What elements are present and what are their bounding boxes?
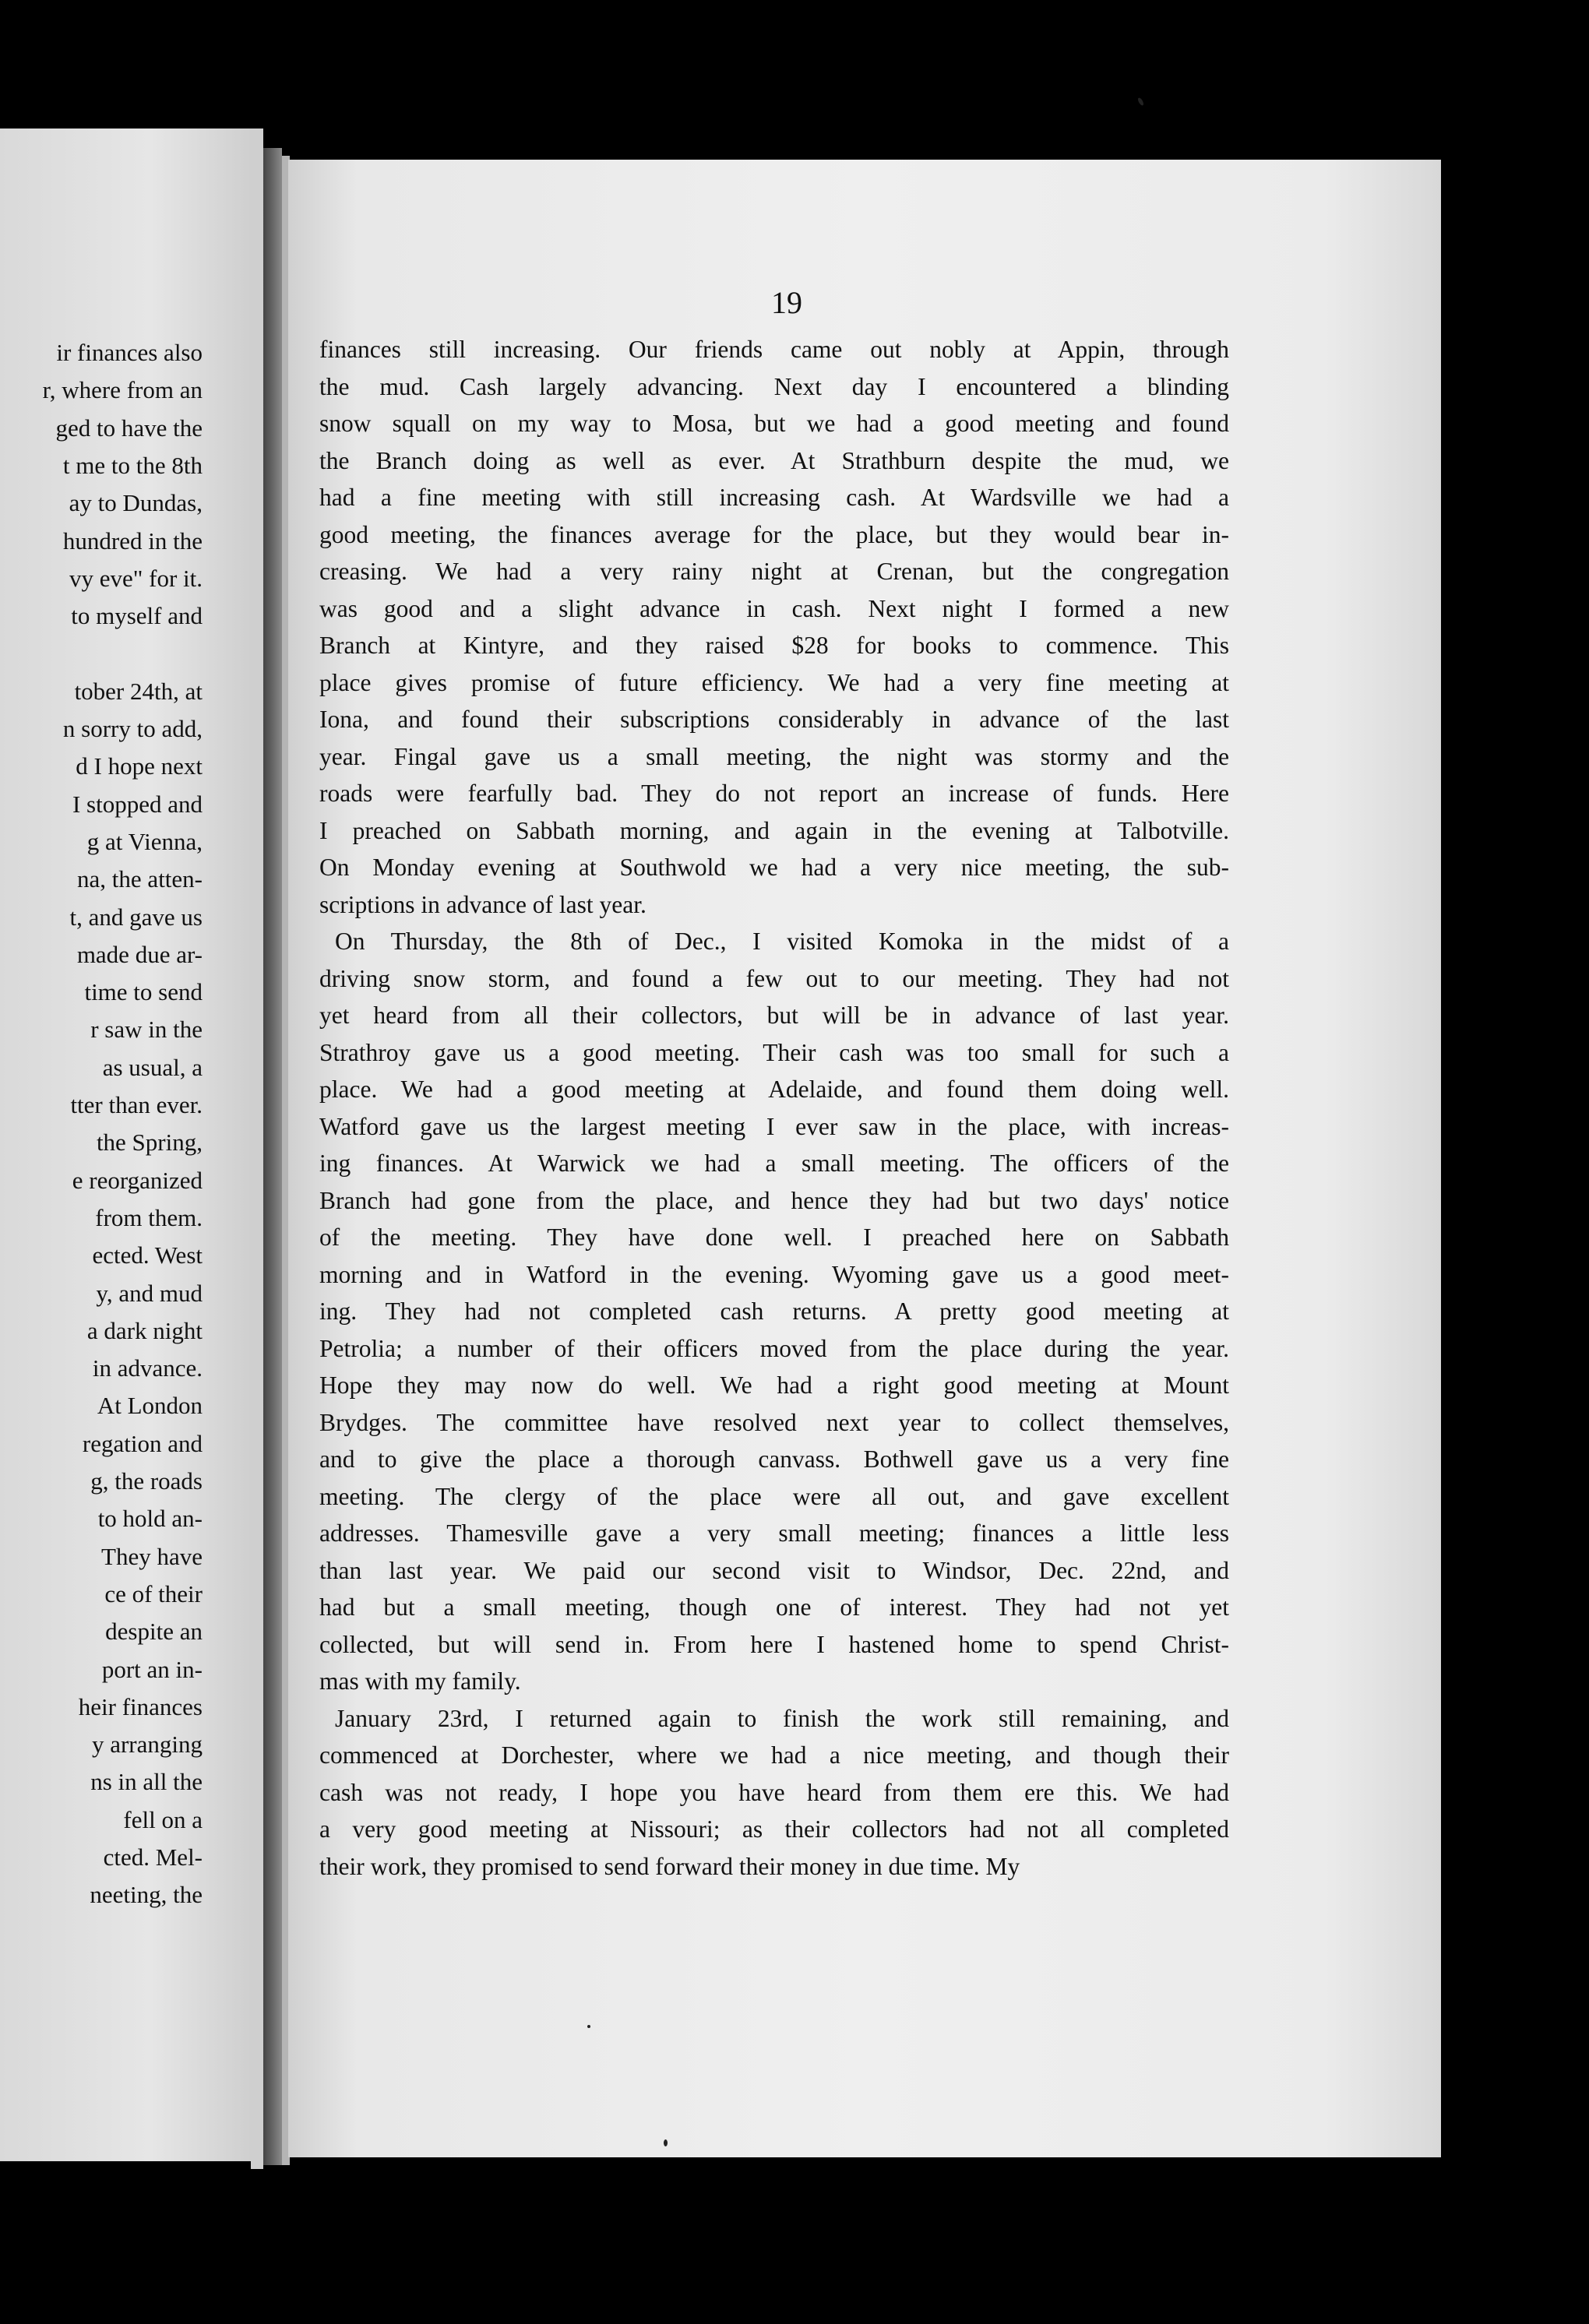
left-page-line: t, and gave us <box>69 903 203 931</box>
text-line: Hope they may now do well. We had a right good meeting at Mount <box>319 1372 1229 1399</box>
text-line: place gives promise of future efficiency. We had a very fine meeting at <box>319 668 1229 696</box>
text-line: meeting. The clergy of the place were all out, and gave excellent <box>319 1482 1229 1510</box>
text-line: January 23rd, I returned again to finish the work still remaining, and <box>335 1704 1229 1732</box>
text-line: a very good meeting at Nissouri; as their collectors had not all completed <box>319 1815 1229 1843</box>
text-line: On Monday evening at Southwold we had a very nice meeting, the sub- <box>319 854 1229 881</box>
book-gutter <box>263 148 282 2165</box>
text-line: Branch at Kintyre, and they raised $28 for books to commence. This <box>319 632 1229 659</box>
text-line: collected, but will send in. From here I hastened home to spend Christ- <box>319 1630 1229 1658</box>
left-page-line: ir finances also <box>56 339 203 366</box>
left-page-line: a dark night <box>86 1316 203 1344</box>
left-page-line: cted. Mel- <box>103 1843 203 1871</box>
text-line: morning and in Watford in the evening. Wyoming gave us a good meet- <box>319 1260 1229 1288</box>
left-page-line: ce of their <box>104 1579 203 1607</box>
body-text <box>319 331 1229 1885</box>
left-page-line: g, the roads <box>90 1467 203 1495</box>
text-line: finances still increasing. Our friends came out nobly at Appin, through <box>319 336 1229 363</box>
text-line: commenced at Dorchester, where we had a nice meeting, and though their <box>319 1741 1229 1769</box>
left-page-line: as usual, a <box>102 1053 203 1081</box>
text-line: Iona, and found their subscriptions considerably in advance of the last <box>319 706 1229 733</box>
text-line: than last year. We paid our second visit to Windsor, Dec. 22nd, and <box>319 1556 1229 1584</box>
text-line: yet heard from all their collectors, but will be in advance of last year. <box>319 1002 1229 1029</box>
text-line: was good and a slight advance in cash. Next night I formed a new <box>319 594 1229 622</box>
text-line: year. Fingal gave us a small meeting, the night was stormy and the <box>319 742 1229 770</box>
text-line: their work, they promised to send forward their money in due time. My <box>319 1852 1020 1880</box>
text-line: good meeting, the finances average for the place, but they would bear in- <box>319 520 1229 548</box>
left-page-line: At London <box>97 1392 203 1420</box>
left-page-line: made due ar- <box>76 940 203 968</box>
left-page-line: d I hope next <box>76 752 203 780</box>
text-line: scriptions in advance of last year. <box>319 890 647 918</box>
left-page-fragment <box>0 129 251 2161</box>
text-line: Watford gave us the largest meeting I ever saw in the place, with increas- <box>319 1112 1229 1140</box>
text-line: Brydges. The committee have resolved next year to collect themselves, <box>319 1408 1229 1436</box>
text-line: Strathroy gave us a good meeting. Their cash was too small for such a <box>319 1038 1229 1066</box>
text-line: I preached on Sabbath morning, and again in the evening at Talbotville. <box>319 816 1229 844</box>
left-page-line: despite an <box>105 1618 203 1646</box>
left-page-line: time to send <box>84 978 203 1006</box>
text-line: place. We had a good meeting at Adelaide, and found them doing well. <box>319 1076 1229 1103</box>
left-page-line: n sorry to add, <box>62 715 203 742</box>
text-line: Branch had gone from the place, and hence they had but two days' notice <box>319 1186 1229 1214</box>
left-page-line: to hold an- <box>97 1505 203 1533</box>
text-line: Petrolia; a number of their officers moved from the place during the year. <box>319 1334 1229 1362</box>
text-line: On Thursday, the 8th of Dec., I visited Komoka in the midst of a <box>335 928 1229 955</box>
gutter-edge <box>251 129 263 2169</box>
text-line: snow squall on my way to Mosa, but we had a good meeting and found <box>319 410 1229 437</box>
text-line: the Branch doing as well as ever. At Strathburn despite the mud, we <box>319 446 1229 474</box>
left-page-line: g at Vienna, <box>86 827 203 855</box>
text-line: mas with my family. <box>319 1667 521 1695</box>
text-line: ing. They had not completed cash returns. A pretty good meeting at <box>319 1298 1229 1325</box>
ink-fleck <box>587 2025 590 2028</box>
text-line: had a fine meeting with still increasing cash. At Wardsville we had a <box>319 484 1229 511</box>
text-line: ing finances. At Warwick we had a small meeting. The officers of the <box>319 1150 1229 1177</box>
left-page-line: to myself and <box>71 602 203 630</box>
text-line: the mud. Cash largely advancing. Next day I encountered a blinding <box>319 372 1229 400</box>
text-line: addresses. Thamesville gave a very small meeting; finances a little less <box>319 1519 1229 1547</box>
left-page-line: from them. <box>95 1203 203 1231</box>
left-page-line: ay to Dundas, <box>69 489 203 517</box>
ink-fleck <box>664 2139 668 2146</box>
left-page-line: ged to have the <box>55 414 203 442</box>
ink-fleck <box>1137 97 1145 106</box>
left-page-line: They have <box>101 1542 203 1570</box>
left-page-line: hundred in the <box>62 526 203 555</box>
left-page-line: vy eve" for it. <box>69 564 203 592</box>
left-page-line: I stopped and <box>72 790 203 818</box>
page-number: 19 <box>771 285 802 320</box>
left-page-line: y, and mud <box>96 1279 203 1307</box>
left-page-line: port an in- <box>101 1655 203 1683</box>
text-line: had but a small meeting, though one of interest. They had not yet <box>319 1593 1229 1621</box>
left-page-line: regation and <box>82 1429 203 1457</box>
left-page-line: tter than ever. <box>70 1091 203 1118</box>
left-page-line: in advance. <box>92 1354 203 1382</box>
text-line: creasing. We had a very rainy night at Crenan, but the congregation <box>319 558 1229 585</box>
text-line: and to give the place a thorough canvass. Bothwell gave us a very fine <box>319 1445 1229 1473</box>
left-page-line: ected. West <box>92 1241 203 1269</box>
left-page-line: r saw in the <box>90 1016 203 1044</box>
left-page-line: fell on a <box>123 1805 203 1833</box>
left-page-line: ns in all the <box>90 1768 203 1796</box>
left-page-line: r, where from an <box>42 376 203 404</box>
text-line: of the meeting. They have done well. I preached here on Sabbath <box>319 1224 1229 1251</box>
left-page-line: tober 24th, at <box>74 677 203 705</box>
text-line: driving snow storm, and found a few out to our meeting. They had not <box>319 964 1229 992</box>
text-line: cash was not ready, I hope you have heard from them ere this. We had <box>319 1778 1229 1806</box>
left-page-line: t me to the 8th <box>62 451 203 479</box>
left-page-line: neeting, the <box>90 1881 203 1909</box>
text-line: roads were fearfully bad. They do not report an increase of funds. Here <box>319 780 1229 807</box>
left-page-line: e reorganized <box>72 1166 203 1194</box>
left-page-line: the Spring, <box>96 1129 203 1157</box>
left-page-line: heir finances <box>78 1692 203 1720</box>
left-page-line: na, the atten- <box>77 865 203 893</box>
left-page-line: y arranging <box>91 1731 203 1759</box>
